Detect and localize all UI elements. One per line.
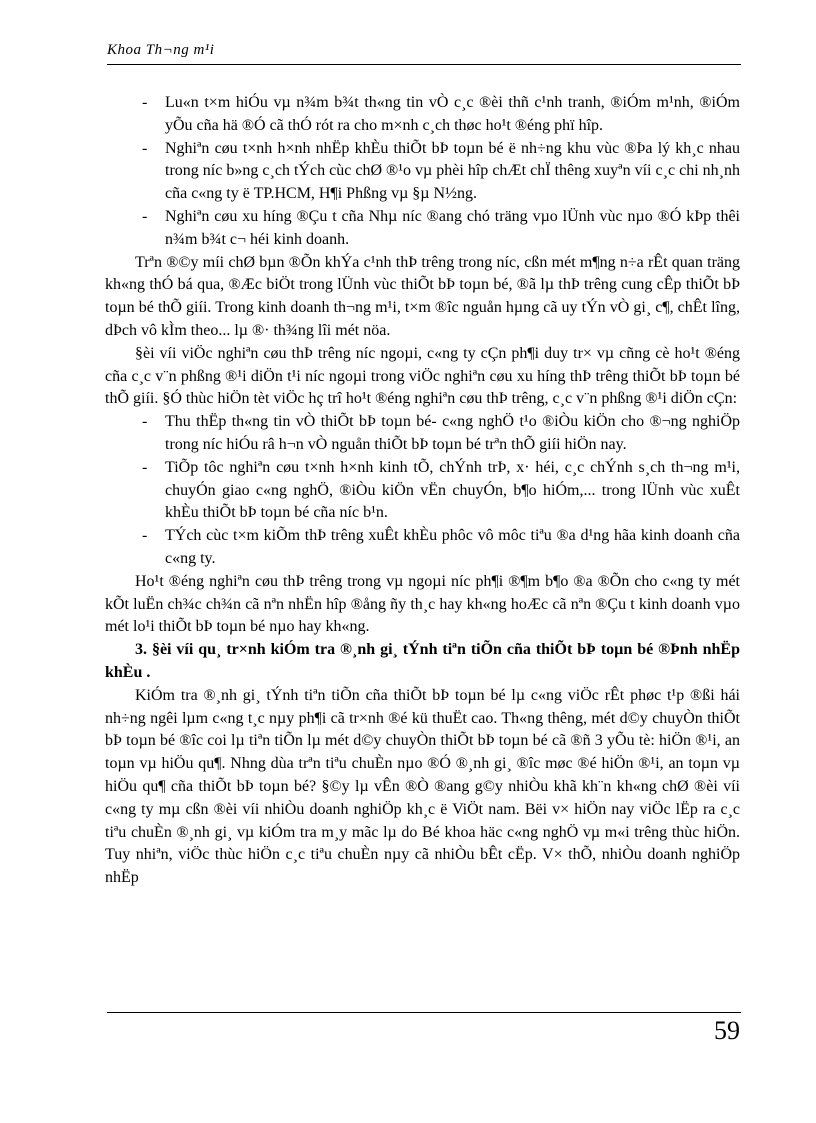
list-item: - Thu thËp th«ng tin vÒ thiÕt bÞ toµn bé- c«ng nghÖ t¹o ®iÒu kiÖn cho ®¬ng nghiÖp trong níc hiÓu râ h¬n vÒ nguån thiÕt bÞ toµn bé trªn thÕ giíi hiÖn nay. [138, 411, 740, 457]
footer-divider [107, 1012, 741, 1013]
list-item: - Nghiªn cøu t×nh h×nh nhËp khÈu thiÕt bÞ toµn bé ë nh÷ng khu vùc ®Þa lý kh¸c nhau trong níc b»ng c¸ch tÝch cùc chØ ®¹o vµ phèi hîp chÆt chÏ thêng xuyªn víi c¸c chi nh¸nh cña c«ng ty ë TP.HCM, H¶i Phßng vµ §µ N½ng. [138, 138, 740, 206]
section-heading: 3. §èi víi qu¸ tr×nh kiÓm tra ®¸nh gi¸ tÝnh tiªn tiÕn cña thiÕt bÞ toµn bé ®Þnh nhËp khÈu . [105, 641, 740, 681]
list-item: - TiÕp tôc nghiªn cøu t×nh h×nh kinh tÕ, chÝnh trÞ, x· héi, c¸c chÝnh s¸ch th¬ng m¹i, chuyÓn giao c«ng nghÖ, ®iÒu kiÖn vËn chuyÓn, b¶o hiÓm,... trong lÜnh vùc xuÊt khÈu thiÕt bÞ toµn bé cña níc b¹n. [138, 457, 740, 525]
paragraph-representative-offices: §èi víi viÖc nghiªn cøu thÞ trêng níc ngoµi, c«ng ty cÇn ph¶i duy tr× vµ cñng cè ho¹t ®éng cña c¸c v¨n phßng ®¹i diÖn t¹i níc ngoµi trong viÖc nghiªn cøu xu híng thÞ trêng thiÕt bÞ toµn bé thÕ giíi. §Ó thùc hiÖn tèt viÖc hç trî ho¹t ®éng nghiªn cøu thÞ trêng, c¸c v¨n phßng ®¹i diÖn cÇn: [105, 344, 740, 408]
paragraph-foreign-market: Trªn ®©y míi chØ bµn ®Õn khÝa c¹nh thÞ trêng trong níc, cßn mét m¶ng n÷a rÊt quan träng kh«ng thÓ bá qua, ®Æc biÖt trong lÜnh vùc thiÕt bÞ toµn bé, ®ã lµ thÞ trêng cung cÊp thiÕt bÞ toµn bé thÕ giíi. Trong kinh doanh th¬ng m¹i, t×m ®îc nguån hµng cã uy tÝn vÒ gi¸ c¶, chÊt lîng, dÞch vô kÌm theo... lµ ®· th¾ng lîi mét nöa. [105, 253, 740, 339]
header-divider [107, 64, 741, 65]
page-number: 59 [714, 1016, 740, 1045]
list-item: - Lu«n t×m hiÓu vµ n¾m b¾t th«ng tin vÒ c¸c ®èi thñ c¹nh tranh, ®iÓm m¹nh, ®iÓm yÕu cña hä ®Ó cã thÓ rót ra cho m×nh c¸ch thøc ho¹t ®éng phï hîp. [138, 92, 740, 138]
paragraph-inspection: KiÓm tra ®¸nh gi¸ tÝnh tiªn tiÕn cña thiÕt bÞ toµn bé lµ c«ng viÖc rÊt phøc t¹p ®ßi hái nh÷ng ngêi lµm c«ng t¸c nµy ph¶i cã tr×nh ®é kü thuËt cao. Th«ng thêng, mét d©y chuyÒn thiÕt bÞ toµn bé ®îc coi lµ tiªn tiÕn lµ mét d©y chuyÒn thiÕt bÞ toµn bé cã ®ñ 3 yÕu tè: hiÖn ®¹i, an toµn vµ hiÖu qu¶. Nhng dùa trªn tiªu chuÈn nµo ®Ó ®¸nh gi¸ ®îc møc ®é hiÖn ®¹i, an toµn vµ hiÖu qu¶ cña thiÕt bÞ toµn bé? §©y lµ vÊn ®Ò ®ang g©y nhiÒu khã kh¨n kh«ng chØ ®èi víi c«ng ty mµ cßn ®èi víi nhiÒu doanh nghiÖp kh¸c ë ViÖt nam. Bëi v× hiÖn nay viÖc lËp ra c¸c tiªu chuÈn ®¸nh gi¸ vµ kiÓm tra m¸y mãc lµ do Bé khoa häc c«ng nghÖ vµ m«i trêng thùc hiÖn. Tuy nhiªn, viÖc thùc hiÖn c¸c tiªu chuÈn nµy cã nhiÒu bÊt cËp. V× thÕ, nhiÒu doanh nghiÖp nhËp [105, 686, 740, 887]
bullet-list-intelligence [138, 92, 740, 252]
bullet-list-office-tasks [138, 411, 740, 571]
list-item: - TÝch cùc t×m kiÕm thÞ trêng xuÊt khÈu phôc vô môc tiªu ®a d¹ng hãa kinh doanh cña c«ng ty. [138, 525, 740, 571]
page-header-title: Khoa Th¬ng m¹i [107, 42, 215, 58]
page-body [105, 92, 740, 890]
list-item: - Nghiªn cøu xu híng ®Çu t cña Nhµ níc ®ang chó träng vµo lÜnh vùc nµo ®Ó kÞp thêi n¾m b¾t c¬ héi kinh doanh. [138, 206, 740, 252]
paragraph-research-conclusion: Ho¹t ®éng nghiªn cøu thÞ trêng trong vµ ngoµi níc ph¶i ®¶m b¶o ®a ®Õn cho c«ng ty mét kÕt luËn ch¾c ch¾n cã nªn nhËn hîp ®ång ñy th¸c hay kh«ng hoÆc cã nªn ®Çu t kinh doanh vµo mét lo¹i thiÕt bÞ toµn bé nµo hay kh«ng. [105, 572, 740, 636]
